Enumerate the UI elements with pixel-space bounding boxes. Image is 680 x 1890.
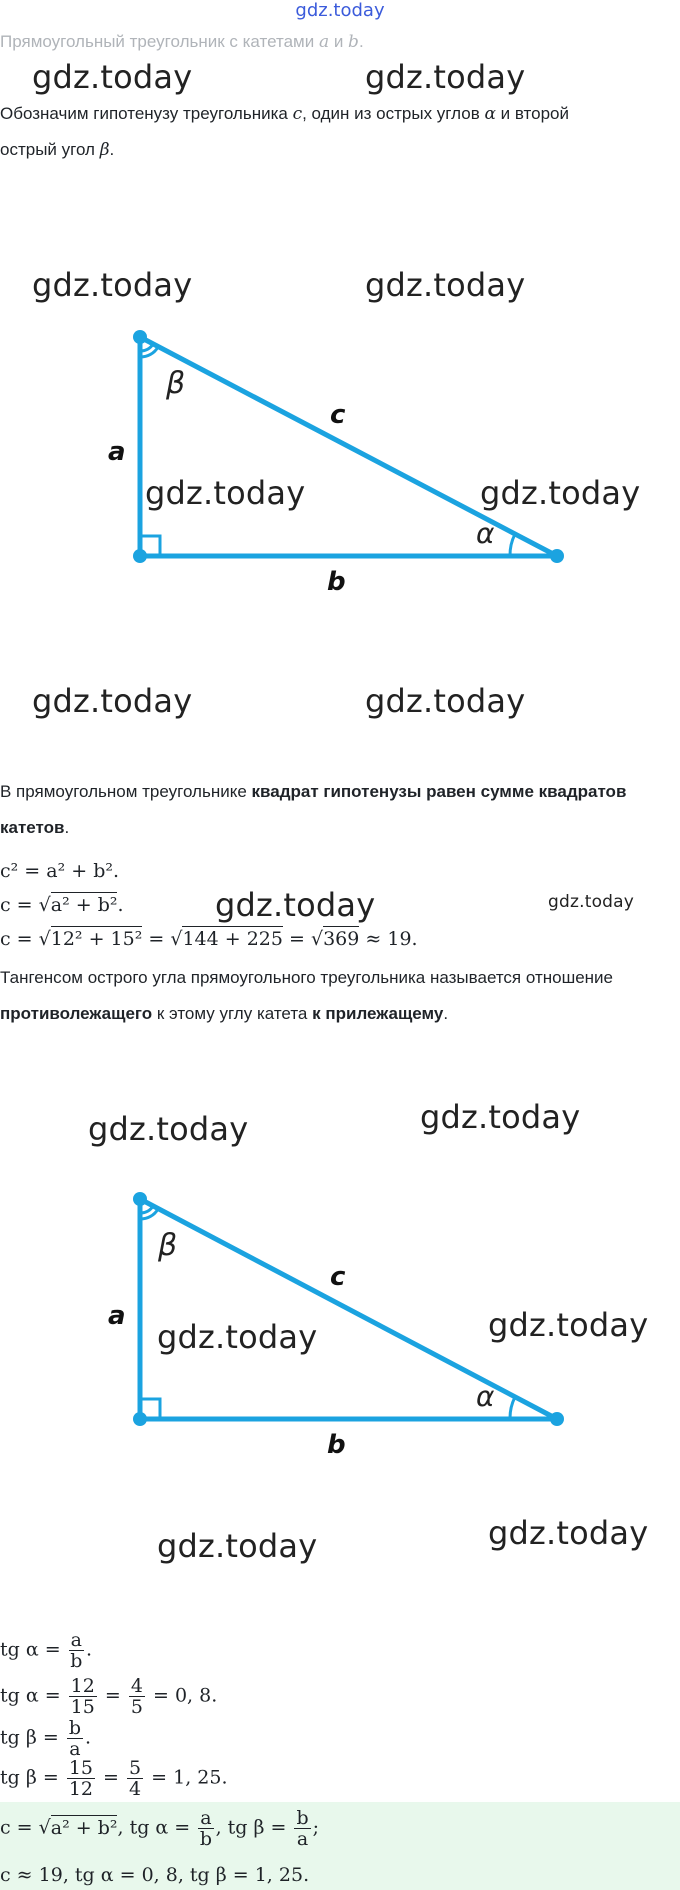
tgb-label: tg β = [0, 1726, 65, 1749]
formula-tg-beta [0, 1718, 91, 1759]
label-alpha: α [476, 1380, 495, 1413]
watermark: gdz.today [145, 474, 306, 512]
answer-den-2: a [296, 1828, 309, 1850]
triangle-figure-2 [0, 1125, 680, 1485]
intro-prefix: Прямоугольный треугольник с катетами [0, 32, 319, 51]
tga2-fraction-2 [129, 1676, 145, 1717]
tgb2-num: 15 [68, 1757, 94, 1779]
watermark: gdz.today [488, 1306, 649, 1344]
answer-left: c = [0, 1816, 39, 1839]
watermark: gdz.today [420, 1098, 581, 1136]
tangent-mid: к этому углу катета [152, 1004, 313, 1023]
formula-c-sqrt-left: c = [0, 894, 39, 916]
tga2-fraction-1 [69, 1676, 97, 1717]
watermark: gdz.today [480, 474, 641, 512]
formula-eq-1: = [142, 928, 171, 950]
tga-end: . [86, 1638, 93, 1661]
pythagoras-line-1 [0, 782, 626, 802]
vertex-right-angle [133, 1412, 147, 1426]
tga2-eq: = [98, 1684, 127, 1707]
tgb-num: b [68, 1717, 81, 1739]
formula-radicand-3: 369 [323, 928, 360, 950]
label-c: c [330, 1262, 346, 1292]
watermark: gdz.today [365, 266, 526, 304]
answer-fraction-1 [198, 1808, 213, 1849]
alpha-arc [510, 534, 515, 556]
formula-c-value: c = √12² + 15² = √144 + 225 = √369 ≈ 19. [0, 928, 418, 950]
pythagoras-bold-1: квадрат гипотенузы равен сумме квадратов [251, 782, 627, 801]
answer-end: ; [312, 1816, 320, 1839]
formula-c-sqrt-end: . [117, 894, 124, 916]
intro-suffix: . [358, 32, 364, 51]
formula-tg-beta-value [0, 1758, 228, 1799]
tgb2-fraction-2 [127, 1758, 143, 1799]
tangent-line-2 [0, 1004, 448, 1024]
site-link[interactable]: gdz.today [295, 0, 385, 21]
answer-mid: , tg α = [117, 1816, 197, 1839]
intro-mid: и [329, 32, 349, 51]
answer-line-2: c ≈ 19, tg α = 0, 8, tg β = 1, 25. [0, 1864, 310, 1886]
vertex-alpha [550, 1412, 564, 1426]
denote-var-c: c [292, 104, 303, 124]
formula-radicand-2: 144 + 225 [182, 928, 283, 950]
label-b: b [327, 567, 346, 597]
answer-line-1: c = √a² + b², tg α = $\frac{a}{b}$ , tg β = $\frac{b}{a}$ ; [0, 1807, 320, 1850]
watermark: gdz.today [157, 1318, 318, 1356]
pythagoras-line-2 [0, 818, 69, 838]
answer-num-2: b [296, 1807, 309, 1829]
intro-var-b: b [348, 32, 359, 52]
vertex-top [133, 1192, 147, 1206]
tga-label: tg α = [0, 1638, 67, 1661]
intro-var-a: a [318, 32, 330, 52]
denote-prefix-2: острый угол [0, 140, 100, 159]
formula-c-sqrt-radicand: a² + b² [50, 894, 118, 916]
answer-mid-2: , tg β = [215, 1816, 293, 1839]
tgb-den: a [69, 1738, 81, 1760]
formula-approx: ≈ 19. [359, 928, 418, 950]
tga-num: a [70, 1629, 82, 1651]
denote-prefix: Обозначим гипотенузу треугольника [0, 104, 293, 123]
tga2-num2: 4 [130, 1675, 143, 1697]
watermark: gdz.today [548, 892, 635, 912]
triangle-figure-1 [0, 260, 680, 620]
label-beta: β [166, 366, 186, 401]
formula-c-value-left: c = [0, 928, 39, 950]
tgb-end: . [85, 1726, 92, 1749]
formula-eq-2: = [282, 928, 311, 950]
tgb2-eq: = [97, 1766, 126, 1789]
watermark: gdz.today [88, 1110, 249, 1148]
tgb2-label: tg β = [0, 1766, 65, 1789]
formula-radicand-1: 12² + 15² [50, 928, 143, 950]
tangent-bold-1: противолежащего [0, 1004, 153, 1023]
tgb-fraction [67, 1718, 83, 1759]
label-b: b [327, 1430, 346, 1460]
tangent-bold-2: к прилежащему [312, 1004, 444, 1023]
watermark: gdz.today [365, 58, 526, 96]
tga-fraction [69, 1630, 84, 1671]
denote-suffix: и второй [495, 104, 569, 123]
label-alpha: α [476, 517, 495, 550]
label-c: c [330, 400, 346, 430]
answer-den-1: b [199, 1828, 212, 1850]
vertex-right-angle [133, 549, 147, 563]
tga-den: b [70, 1650, 83, 1672]
formula-tg-alpha [0, 1630, 92, 1671]
denote-suffix-2: . [109, 140, 115, 159]
watermark: gdz.today [488, 1514, 649, 1552]
tangent-end: . [443, 1004, 449, 1023]
tgb2-den2: 4 [129, 1778, 142, 1800]
tgb2-end: = 1, 25. [145, 1766, 228, 1789]
tga2-den2: 5 [130, 1696, 143, 1718]
tga2-end: = 0, 8. [146, 1684, 218, 1707]
tangent-line-1: Тангенсом острого угла прямоугольного треугольника называется отношение [0, 968, 614, 987]
denote-mid: , один из острых углов [302, 104, 485, 123]
watermark: gdz.today [157, 1527, 318, 1565]
tgb2-fraction-1 [67, 1758, 95, 1799]
denote-var-alpha: α [484, 104, 496, 124]
vertex-top [133, 330, 147, 344]
label-a: a [108, 1301, 126, 1331]
denote-var-beta: β [99, 140, 110, 160]
label-a: a [108, 437, 126, 467]
denote-line-1 [0, 104, 569, 124]
pythagoras-end: . [64, 818, 70, 837]
tga2-label: tg α = [0, 1684, 67, 1707]
tgb2-den: 12 [68, 1778, 94, 1800]
watermark: gdz.today [215, 886, 376, 924]
tga2-num: 12 [70, 1675, 95, 1697]
formula-c-sqrt: c = √a² + b². [0, 894, 124, 916]
answer-fraction-2 [294, 1808, 310, 1849]
vertex-alpha [550, 549, 564, 563]
tgb2-num2: 5 [129, 1757, 142, 1779]
formula-tg-alpha-value [0, 1676, 217, 1717]
watermark: gdz.today [365, 682, 526, 720]
watermark: gdz.today [32, 266, 193, 304]
alpha-arc [510, 1397, 515, 1419]
answer-num-1: a [200, 1807, 212, 1829]
watermark: gdz.today [32, 682, 193, 720]
pythagoras-text: В прямоугольном треугольнике [0, 782, 252, 801]
pythagoras-bold-2: катетов [0, 818, 65, 837]
intro-text [0, 32, 364, 52]
formula-c-squared: c² = a² + b². [0, 860, 120, 882]
answer-radicand: a² + b² [50, 1816, 118, 1839]
watermark: gdz.today [32, 58, 193, 96]
tga2-den: 15 [70, 1696, 95, 1718]
denote-line-2 [0, 140, 114, 160]
label-beta: β [158, 1228, 178, 1263]
